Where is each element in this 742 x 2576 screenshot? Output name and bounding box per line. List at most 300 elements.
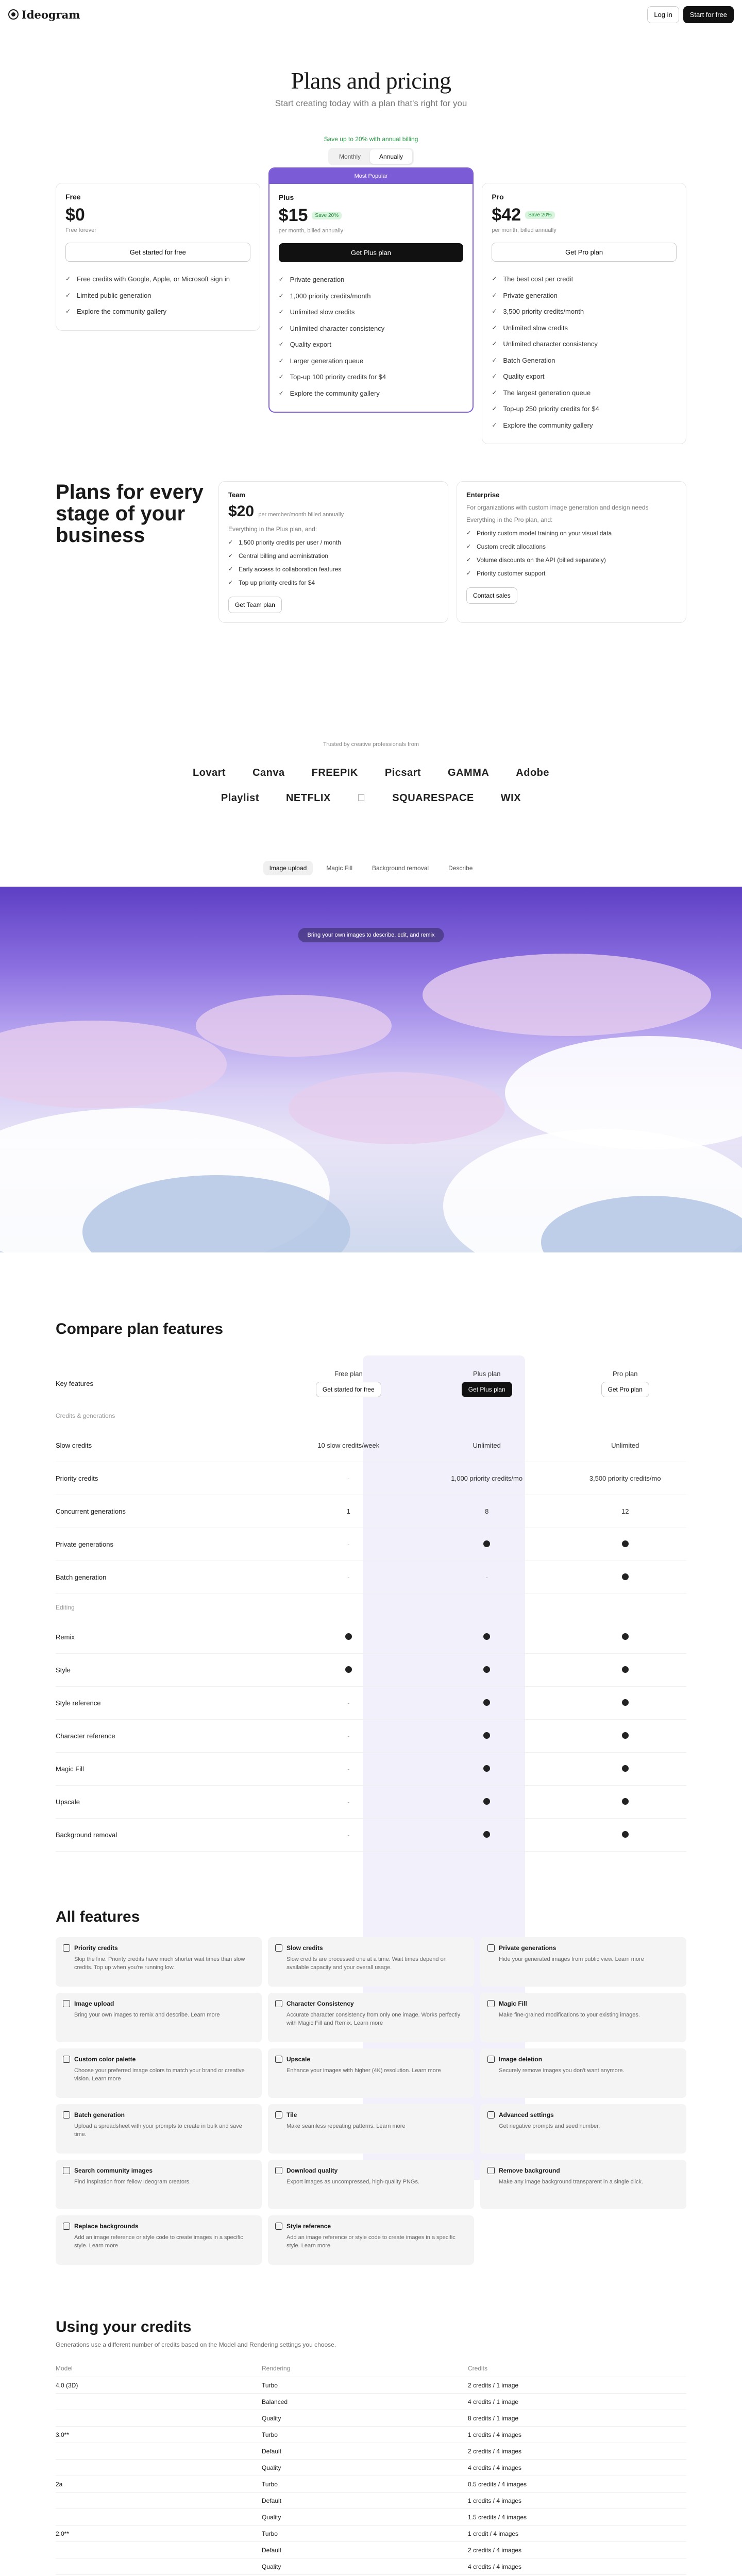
customer-logo: SQUARESPACE [388, 792, 470, 804]
included-check-icon [622, 1666, 629, 1673]
plan-feature: ✓ The best cost per credit [492, 271, 677, 287]
compare-cell [410, 1765, 564, 1773]
billing-toggle [328, 148, 414, 165]
feature-title [275, 2056, 467, 2063]
credits-row [56, 2410, 686, 2427]
hero [0, 29, 742, 165]
included-check-icon [483, 1633, 490, 1640]
enterprise-plan-card [457, 481, 686, 623]
feature-name: Image upload [74, 2000, 114, 2008]
compare-row-label: Batch generation [56, 1573, 107, 1582]
feature-icon [275, 2000, 282, 2007]
feature-name: Tile [286, 2111, 297, 2119]
feature-name: Style reference [286, 2223, 331, 2230]
plan-card-free [56, 183, 260, 331]
column-header: Credits [468, 2364, 488, 2372]
compare-table [56, 1370, 686, 1852]
rendering-cell: Balanced [262, 2398, 288, 2405]
plan-feature: ✓ Top-up 100 priority credits for $4 [279, 369, 464, 385]
image-prompt-pill: Bring your own images to describe, edit, and remix [298, 928, 444, 942]
plan-feature: ✓ Quality export [279, 336, 464, 353]
most-popular-badge: Most Popular [269, 168, 473, 184]
included-check-icon [483, 1765, 490, 1772]
feature-title [63, 2056, 255, 2063]
compare-row-label: Style [56, 1666, 71, 1674]
credits-row [56, 2509, 686, 2526]
compare-cell [288, 1633, 410, 1641]
compare-row-label: Upscale [56, 1798, 80, 1806]
feature-icon [63, 2167, 70, 2174]
customer-logo: GAMMA [448, 767, 490, 779]
plan-feature: ✓ The largest generation queue [492, 385, 677, 401]
billing-monthly[interactable]: Monthly [339, 153, 361, 160]
feature-description: Accurate character consistency from only one image. Works perfectly with Magic Fill and Remix. Learn more [286, 2012, 461, 2027]
compare-cell [288, 1798, 410, 1806]
feature-icon [275, 1944, 282, 1952]
compare-cell [288, 1475, 410, 1482]
compare-cell [564, 1831, 686, 1839]
feature-name: Batch generation [74, 2111, 125, 2119]
plan-price: $20 [228, 503, 255, 520]
compare-row [56, 1495, 686, 1528]
plan-feature: ✓ Explore the community gallery [492, 417, 677, 434]
compare-cell [288, 1699, 410, 1707]
rendering-cell: Quality [262, 2464, 281, 2471]
feature-description: Add an image reference or style code to create images in a specific style. Learn more [74, 2234, 243, 2249]
credits-subtitle: Generations use a different number of credits based on the Model and Rendering settings you choose. [56, 2341, 336, 2349]
compare-group-label: Credits & generations [56, 1412, 115, 1420]
demo-tabs [56, 861, 686, 875]
customer-logo: Canva [252, 767, 285, 779]
compare-cell [564, 1732, 686, 1740]
feature-card [480, 2104, 686, 2154]
feature-title [275, 1944, 467, 1952]
credits-row [56, 2493, 686, 2509]
feature-icon [275, 2223, 282, 2230]
compare-row-label: Priority credits [56, 1475, 98, 1483]
feature-title [275, 2000, 467, 2007]
feature-description: Upload a spreadsheet with your prompts to create in bulk and save time. [74, 2123, 242, 2138]
credits-cell: 4 credits / 1 image [468, 2398, 519, 2405]
credits-row [56, 2377, 686, 2394]
plan-feature: ✓ Quality export [492, 368, 677, 385]
rendering-cell: Turbo [262, 2381, 278, 2389]
feature-icon [63, 2056, 70, 2063]
login-button[interactable]: Log in [647, 6, 679, 23]
contact-sales-button[interactable]: Contact sales [466, 587, 517, 604]
feature-card [56, 1937, 262, 1987]
plan-price: $0 [65, 205, 85, 225]
feature-description: Make fine-grained modifications to your existing images. [499, 2012, 640, 2019]
save-badge: Save 20% [312, 212, 342, 219]
get-started-free-button[interactable]: Get started for free [65, 243, 250, 262]
compare-free-button[interactable]: Get started for free [316, 1382, 381, 1397]
compare-cell [564, 1540, 686, 1549]
compare-cell: 1,000 priority credits/mo [451, 1475, 523, 1483]
feature-card [480, 2160, 686, 2209]
compare-row-label: Private generations [56, 1540, 114, 1549]
credits-header-row [56, 2360, 686, 2377]
demo-image-clouds [0, 887, 742, 1252]
feature-description: Get negative prompts and seed number. [499, 2123, 600, 2130]
customer-logos [175, 767, 567, 804]
feature-card [56, 2215, 262, 2265]
plan-feature: ✓ Custom credit allocations [466, 540, 677, 553]
ideogram-logo-icon [8, 9, 19, 20]
included-check-icon [622, 1633, 629, 1640]
plan-name: Free [65, 193, 81, 201]
compare-cell [564, 1666, 686, 1674]
feature-icon [63, 1944, 70, 1952]
included-check-icon [622, 1732, 629, 1739]
included-check-icon [483, 1831, 490, 1838]
plan-name: Pro plan [613, 1370, 638, 1378]
feature-icon [487, 1944, 495, 1952]
compare-row [56, 1720, 686, 1753]
feature-icon [487, 2000, 495, 2007]
credits-title: Using your credits [56, 2318, 192, 2336]
credits-row [56, 2460, 686, 2476]
feature-name: Priority credits [74, 1944, 118, 1952]
credits-cell: 0.5 credits / 4 images [468, 2480, 527, 2488]
compare-row-label: Background removal [56, 1831, 117, 1839]
compare-pro-button[interactable]: Get Pro plan [601, 1382, 649, 1397]
plan-feature: ✓ Early access to collaboration features [228, 563, 439, 576]
compare-cell: Unlimited [473, 1442, 501, 1450]
compare-row-label: Remix [56, 1633, 75, 1641]
feature-description: Make any image background transparent in a single click. [499, 2179, 644, 2185]
rendering-cell: Default [262, 2447, 282, 2455]
included-check-icon [483, 1666, 490, 1673]
start-free-button[interactable]: Start for free [683, 6, 734, 23]
business-plans [56, 481, 686, 623]
plan-subtitle: For organizations with custom image generation and design needs [466, 504, 649, 512]
customer-logo: NETFLIX [285, 792, 331, 804]
cloud [423, 954, 711, 1036]
model-cell: 3.0** [56, 2431, 70, 2438]
compare-cell: 12 [621, 1507, 629, 1516]
included-check-icon [483, 1732, 490, 1739]
compare-cell: 3,500 priority credits/mo [589, 1475, 661, 1483]
compare-row [56, 1528, 686, 1561]
feature-description: Enhance your images with higher (4K) resolution. Learn more [286, 2067, 441, 2074]
feature-name: Remove background [499, 2167, 560, 2175]
not-included-dash: - [347, 1732, 350, 1740]
feature-title [487, 2111, 679, 2119]
included-check-icon [483, 1699, 490, 1706]
key-features-label: Key features [56, 1380, 93, 1388]
save-badge: Save 20% [525, 211, 555, 219]
plan-name: Plus plan [473, 1370, 501, 1378]
plan-feature: ✓ Batch Generation [492, 352, 677, 369]
plan-feature: ✓ Top-up 250 priority credits for $4 [492, 401, 677, 417]
feature-icon [275, 2056, 282, 2063]
credits-cell: 2 credits / 4 images [468, 2447, 522, 2455]
compare-row [56, 1687, 686, 1720]
compare-header-row [56, 1370, 686, 1402]
feature-icon [487, 2167, 495, 2174]
not-included-dash: - [347, 1699, 350, 1707]
plan-feature: ✓ Unlimited slow credits [279, 304, 464, 320]
credits-cell: 1 credits / 4 images [468, 2497, 522, 2504]
cloud [196, 995, 392, 1057]
plan-card-pro [482, 183, 686, 444]
plan-feature: ✓ Private generation [279, 272, 464, 288]
plan-feature: ✓ Explore the community gallery [279, 385, 464, 402]
feature-name: Advanced settings [499, 2111, 554, 2119]
rendering-cell: Default [262, 2546, 282, 2554]
credits-cell: 1 credits / 4 images [468, 2431, 522, 2438]
compare-row [56, 1654, 686, 1687]
feature-title [275, 2111, 467, 2119]
compare-cell [410, 1540, 564, 1549]
not-included-dash: - [347, 1765, 350, 1773]
model-cell: 2a [56, 2480, 63, 2488]
feature-icon [487, 2056, 495, 2063]
billing-annually[interactable]: Annually [370, 149, 412, 164]
plan-feature: ✓ Priority custom model training on your visual data [466, 527, 677, 540]
compare-title: Compare plan features [56, 1320, 224, 1338]
compare-cell [564, 1633, 686, 1641]
compare-cell [410, 1666, 564, 1674]
plan-name: Enterprise [466, 491, 500, 499]
compare-cell [288, 1573, 410, 1581]
compare-row [56, 1621, 686, 1654]
plan-subtitle-2: Everything in the Pro plan, and: [466, 516, 553, 524]
get-plus-button[interactable]: Get Plus plan [279, 243, 464, 262]
credits-row [56, 2427, 686, 2443]
compare-cell [564, 1699, 686, 1707]
plan-card-plus [268, 167, 474, 413]
all-features-section [56, 1908, 686, 2265]
feature-icon [275, 2111, 282, 2119]
customer-logo: FREEPIK [311, 767, 358, 779]
rendering-cell: Turbo [262, 2431, 278, 2438]
plan-feature: ✓ Priority customer support [466, 567, 677, 580]
compare-row [56, 1561, 686, 1594]
plan-feature: ✓ Private generation [492, 287, 677, 304]
plan-feature: ✓ Explore the community gallery [65, 303, 250, 320]
feature-description: Make seamless repeating patterns. Learn more [286, 2123, 406, 2130]
all-features-title: All features [56, 1908, 140, 1926]
plan-feature: ✓ Larger generation queue [279, 353, 464, 369]
feature-description: Slow credits are processed one at a time. Wait times depend on available capacity and your overall usage. [286, 1956, 447, 1971]
tab-background-removal[interactable]: Background removal [372, 865, 429, 872]
plan-feature: ✓ Top up priority credits for $4 [228, 576, 439, 589]
feature-name: Custom color palette [74, 2056, 136, 2063]
feature-card [56, 2104, 262, 2154]
credits-cell: 8 credits / 1 image [468, 2414, 519, 2422]
included-check-icon [483, 1540, 490, 1547]
feature-card [480, 2048, 686, 2098]
feature-icon [63, 2223, 70, 2230]
plan-feature: ✓ 1,500 priority credits per user / month [228, 536, 439, 549]
feature-title [487, 2000, 679, 2007]
plan-feature: ✓ Unlimited character consistency [492, 336, 677, 352]
feature-card [56, 1993, 262, 2042]
credits-row [56, 2394, 686, 2410]
tab-image-upload[interactable]: Image upload [263, 861, 313, 875]
plan-feature: ✓ Central billing and administration [228, 549, 439, 563]
feature-card [56, 2048, 262, 2098]
model-cell: 2.0** [56, 2530, 70, 2537]
compare-cell [564, 1798, 686, 1806]
compare-cell [288, 1732, 410, 1740]
compare-row [56, 1429, 686, 1462]
plan-name: Plus [278, 193, 294, 201]
plan-name: Pro [492, 193, 504, 201]
feature-name: Character Consistency [286, 2000, 354, 2008]
plan-cards [56, 173, 686, 444]
compare-row-label: Concurrent generations [56, 1507, 126, 1516]
plan-billing-note: Free forever [65, 227, 96, 233]
compare-row-label: Character reference [56, 1732, 115, 1740]
feature-title [275, 2223, 467, 2230]
credits-row [56, 2558, 686, 2575]
feature-card [480, 1937, 686, 1987]
credits-cell: 2 credits / 1 image [468, 2381, 519, 2389]
feature-name: Private generations [499, 1944, 556, 1952]
team-plan-card [218, 481, 448, 623]
feature-description: Bring your own images to remix and describe. Learn more [74, 2012, 220, 2019]
feature-title [63, 2111, 255, 2119]
feature-title [275, 2167, 467, 2174]
page-subtitle: Start creating today with a plan that's right for you [275, 98, 467, 108]
feature-description: Skip the line. Priority credits have much shorter wait times than slow credits. Top up when you're running low. [74, 1956, 245, 1971]
compare-row [56, 1819, 686, 1852]
feature-description: Hide your generated images from public view. Learn more [499, 1956, 644, 1963]
plan-feature: ✓ Limited public generation [65, 287, 250, 304]
credits-cell: 1.5 credits / 4 images [468, 2513, 527, 2521]
feature-description: Choose your preferred image colors to match your brand or creative vision. Learn more [74, 2067, 245, 2082]
feature-card [268, 1937, 474, 1987]
compare-cell [410, 1798, 564, 1806]
feature-card [268, 1993, 474, 2042]
trusted-by-title: Trusted by creative professionals from [323, 741, 419, 748]
feature-description: Add an image reference or style code to create images in a specific style. Learn more [286, 2234, 456, 2249]
plan-feature: ✓ Unlimited character consistency [279, 320, 464, 337]
brand-name: Ideogram [22, 8, 80, 21]
included-check-icon [622, 1765, 629, 1772]
feature-card [268, 2160, 474, 2209]
feature-title [487, 2056, 679, 2063]
feature-card [268, 2104, 474, 2154]
plan-billing-note: per month, billed annually [278, 228, 344, 234]
compare-cell [288, 1540, 410, 1548]
feature-description: Export images as uncompressed, high-quality PNGs. [286, 2179, 420, 2185]
plan-feature: ✓ Volume discounts on the API (billed separately) [466, 553, 677, 567]
rendering-cell: Quality [262, 2563, 281, 2570]
credits-row [56, 2476, 686, 2493]
rendering-cell: Turbo [262, 2480, 278, 2488]
model-cell: 4.0 (3D) [56, 2381, 78, 2389]
rendering-cell: Quality [262, 2513, 281, 2521]
not-included-dash: - [347, 1540, 350, 1549]
feature-name: Replace backgrounds [74, 2223, 139, 2230]
compare-cell [410, 1573, 564, 1581]
feature-name: Search community images [74, 2167, 153, 2175]
not-included-dash: - [347, 1831, 350, 1839]
credits-row [56, 2443, 686, 2460]
included-check-icon [483, 1798, 490, 1805]
feature-card [480, 1993, 686, 2042]
feature-name: Image deletion [499, 2056, 543, 2063]
included-check-icon [622, 1540, 629, 1547]
feature-name: Slow credits [286, 1944, 323, 1952]
included-check-icon [345, 1666, 352, 1673]
top-nav [0, 0, 742, 29]
customer-logo: Playlist [221, 792, 259, 804]
plan-feature: ✓ Free credits with Google, Apple, or Microsoft sign in [65, 271, 250, 287]
compare-row-label: Style reference [56, 1699, 101, 1707]
customer-logo: Picsart [384, 767, 421, 779]
cloud [289, 1072, 505, 1144]
compare-row-label: Slow credits [56, 1442, 92, 1450]
compare-cell [564, 1573, 686, 1582]
plan-name: Free plan [334, 1370, 363, 1378]
credits-section [56, 2318, 686, 2576]
feature-title [487, 2167, 679, 2174]
customer-logo: Lovart [192, 767, 226, 779]
get-pro-button[interactable]: Get Pro plan [492, 243, 677, 262]
feature-title [63, 2000, 255, 2007]
compare-cell: 10 slow credits/week [317, 1442, 380, 1450]
compare-cell: 1 [346, 1507, 350, 1516]
compare-cell [288, 1831, 410, 1839]
compare-cell: 8 [485, 1507, 489, 1516]
plan-feature: ✓ Unlimited slow credits [492, 320, 677, 336]
compare-section [56, 1320, 686, 1852]
tab-magic-fill[interactable]: Magic Fill [326, 865, 352, 872]
customer-logo: WIX [497, 792, 517, 804]
credits-cell: 4 credits / 4 images [468, 2464, 522, 2471]
feature-icon [487, 2111, 495, 2119]
compare-group-label: Editing [56, 1604, 75, 1612]
get-team-button[interactable]: Get Team plan [228, 597, 282, 613]
credits-cell: 4 credits / 4 images [468, 2563, 522, 2570]
apple-logo-icon [358, 792, 366, 804]
feature-icon [63, 2000, 70, 2007]
feature-name: Upscale [286, 2056, 311, 2063]
feature-card [56, 2160, 262, 2209]
plan-price: $15 [278, 206, 308, 225]
feature-title [487, 1944, 679, 1952]
included-check-icon [345, 1633, 352, 1640]
plan-unit: per member/month billed annually [258, 512, 344, 518]
included-check-icon [622, 1831, 629, 1838]
compare-row [56, 1462, 686, 1495]
compare-row [56, 1786, 686, 1819]
feature-name: Download quality [286, 2167, 338, 2175]
brand-logo[interactable] [8, 8, 80, 21]
plan-billing-note: per month, billed annually [492, 227, 556, 233]
features-grid [56, 1937, 686, 2265]
feature-title [63, 1944, 255, 1952]
column-header: Rendering [262, 2364, 291, 2372]
plan-feature: ✓ 1,000 priority credits/month [279, 288, 464, 304]
plan-feature: ✓ 3,500 priority credits/month [492, 303, 677, 320]
compare-cell [410, 1699, 564, 1707]
compare-cell [288, 1666, 410, 1674]
customer-logo: Adobe [516, 767, 550, 779]
rendering-cell: Quality [262, 2414, 281, 2422]
credits-row [56, 2526, 686, 2542]
feature-name: Magic Fill [499, 2000, 527, 2008]
plan-subtitle: Everything in the Plus plan, and: [228, 526, 317, 533]
feature-icon [275, 2167, 282, 2174]
compare-plus-button[interactable]: Get Plus plan [462, 1382, 512, 1397]
tab-describe[interactable]: Describe [448, 865, 473, 872]
